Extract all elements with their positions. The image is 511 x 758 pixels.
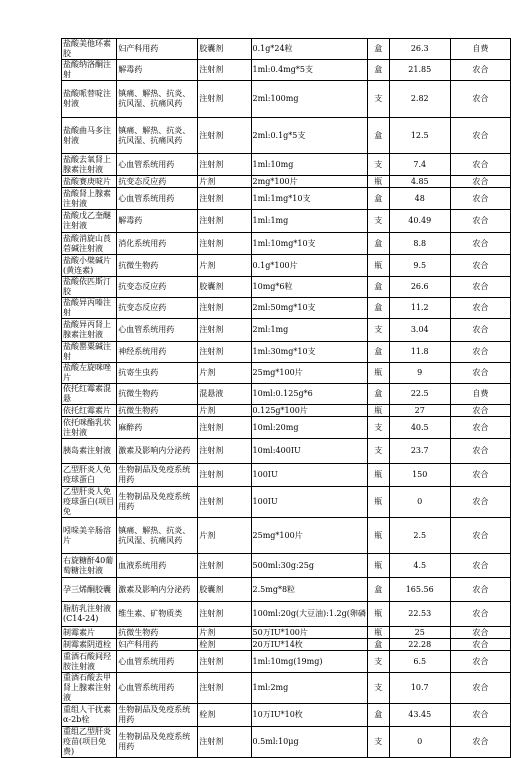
unit-cell: 盒 [367, 578, 389, 602]
table-row [62, 319, 511, 342]
unit-cell: 支 [367, 154, 389, 176]
coverage-cell: 农合 [450, 554, 510, 578]
category-cell: 心血管系统用药 [117, 673, 198, 704]
spec-cell: 25mg*100片 [251, 363, 367, 384]
category-cell: 心血管系统用药 [117, 319, 198, 342]
table-row [62, 727, 511, 758]
table-row [62, 60, 511, 81]
coverage-cell: 农合 [450, 298, 510, 319]
unit-cell: 支 [367, 673, 389, 704]
unit-cell: 盒 [367, 188, 389, 210]
drug-name-cell: 盐酸戊乙奎醚注射液 [62, 210, 117, 233]
coverage-cell: 农合 [450, 188, 510, 210]
dosage-form-cell: 注射剂 [198, 81, 251, 118]
spec-cell: 10ml:400IU [251, 439, 367, 464]
unit-cell: 盒 [367, 118, 389, 154]
dosage-form-cell: 注射剂 [198, 727, 251, 758]
unit-cell: 瓶 [367, 518, 389, 554]
spec-cell: 2ml:100mg [251, 81, 367, 118]
category-cell: 神经系统用药 [117, 342, 198, 363]
drug-name-cell: 吲哚美辛肠溶片 [62, 518, 117, 554]
coverage-cell: 农合 [450, 277, 510, 298]
price-cell: 4.5 [389, 554, 450, 578]
table-row [62, 233, 511, 255]
unit-cell: 支 [367, 439, 389, 464]
spec-cell: 100IU [251, 464, 367, 487]
dosage-form-cell: 片剂 [198, 518, 251, 554]
coverage-cell: 自费 [450, 39, 510, 60]
price-cell: 8.8 [389, 233, 450, 255]
spec-cell: 0.1g*100片 [251, 255, 367, 277]
dosage-form-cell: 注射剂 [198, 210, 251, 233]
table-row [62, 578, 511, 602]
spec-cell: 50万IU*100片 [251, 627, 367, 639]
spec-cell: 1ml:30mg*10支 [251, 342, 367, 363]
price-cell: 165.56 [389, 578, 450, 602]
drug-name-cell: 盐酸依匹斯汀胶 [62, 277, 117, 298]
dosage-form-cell: 片剂 [198, 405, 251, 417]
price-cell: 26.6 [389, 277, 450, 298]
dosage-form-cell: 注射剂 [198, 464, 251, 487]
dosage-form-cell: 注射剂 [198, 651, 251, 673]
unit-cell: 瓶 [367, 405, 389, 417]
coverage-cell: 农合 [450, 319, 510, 342]
coverage-cell: 农合 [450, 176, 510, 188]
category-cell: 抗微生物药 [117, 405, 198, 417]
table-row [62, 363, 511, 384]
dosage-form-cell: 注射剂 [198, 342, 251, 363]
spec-cell: 2ml:1mg [251, 319, 367, 342]
price-cell: 3.04 [389, 319, 450, 342]
drug-name-cell: 依托红霉素片 [62, 405, 117, 417]
price-cell: 43.45 [389, 704, 450, 727]
category-cell: 维生素、矿物质类 [117, 602, 198, 627]
dosage-form-cell: 栓剂 [198, 704, 251, 727]
price-cell: 10.7 [389, 673, 450, 704]
coverage-cell: 农合 [450, 627, 510, 639]
category-cell: 心血管系统用药 [117, 651, 198, 673]
drug-name-cell: 重组人干扰素α-2b栓 [62, 704, 117, 727]
price-cell: 40.49 [389, 210, 450, 233]
drug-name-cell: 重酒石酸去甲肾上腺素注射液 [62, 673, 117, 704]
unit-cell: 盒 [367, 298, 389, 319]
drug-name-cell: 盐酸罂粟碱注射 [62, 342, 117, 363]
unit-cell: 盒 [367, 39, 389, 60]
unit-cell: 瓶 [367, 464, 389, 487]
category-cell: 抗微生物药 [117, 384, 198, 405]
coverage-cell: 农合 [450, 578, 510, 602]
category-cell: 麻醉药 [117, 417, 198, 439]
price-cell: 23.7 [389, 439, 450, 464]
spec-cell: 25mg*100片 [251, 518, 367, 554]
unit-cell: 盒 [367, 384, 389, 405]
spec-cell: 100ml:20g(大豆油):1.2g(卵磷 [251, 602, 367, 627]
drug-name-cell: 盐酸左旋咪唑片 [62, 363, 117, 384]
table-row [62, 439, 511, 464]
unit-cell: 瓶 [367, 554, 389, 578]
dosage-form-cell: 栓剂 [198, 639, 251, 651]
coverage-cell: 农合 [450, 639, 510, 651]
dosage-form-cell: 注射剂 [198, 487, 251, 518]
unit-cell: 盒 [367, 277, 389, 298]
drug-name-cell: 脂肪乳注射液(C14-24) [62, 602, 117, 627]
category-cell: 激素及影响内分泌药 [117, 578, 198, 602]
price-cell: 11.8 [389, 342, 450, 363]
drug-name-cell: 盐酸小檗碱片(黄连素) [62, 255, 117, 277]
unit-cell: 支 [367, 417, 389, 439]
coverage-cell: 农合 [450, 487, 510, 518]
drug-name-cell: 制霉素片 [62, 627, 117, 639]
drug-name-cell: 乙型肝炎人免疫球蛋白 [62, 464, 117, 487]
category-cell: 生物制品及免疫系统用药 [117, 704, 198, 727]
spec-cell: 1ml:10mg [251, 154, 367, 176]
dosage-form-cell: 注射剂 [198, 602, 251, 627]
unit-cell: 盒 [367, 704, 389, 727]
dosage-form-cell: 注射剂 [198, 319, 251, 342]
spec-cell: 10ml:20mg [251, 417, 367, 439]
drug-name-cell: 重组乙型肝炎疫苗(项目免费) [62, 727, 117, 758]
spec-cell: 1ml:1mg [251, 210, 367, 233]
unit-cell: 瓶 [367, 627, 389, 639]
dosage-form-cell: 片剂 [198, 627, 251, 639]
coverage-cell: 农合 [450, 464, 510, 487]
drug-name-cell: 依托咪酯乳状注射液 [62, 417, 117, 439]
coverage-cell: 农合 [450, 417, 510, 439]
spec-cell: 10万IU*10枚 [251, 704, 367, 727]
price-cell: 2.5 [389, 518, 450, 554]
table-row [62, 255, 511, 277]
dosage-form-cell: 片剂 [198, 176, 251, 188]
category-cell: 镇痛、解热、抗炎、抗风湿、抗痛风药 [117, 118, 198, 154]
drug-name-cell: 制霉素阴道栓 [62, 639, 117, 651]
spec-cell: 500ml:30g:25g [251, 554, 367, 578]
category-cell: 心血管系统用药 [117, 154, 198, 176]
coverage-cell: 农合 [450, 518, 510, 554]
category-cell: 生物制品及免疫系统用药 [117, 727, 198, 758]
drug-name-cell: 盐酸哌替啶注射液 [62, 81, 117, 118]
price-cell: 48 [389, 188, 450, 210]
price-cell: 6.5 [389, 651, 450, 673]
table-row [62, 417, 511, 439]
category-cell: 妇产科用药 [117, 39, 198, 60]
price-cell: 0 [389, 487, 450, 518]
table-row [62, 298, 511, 319]
unit-cell: 瓶 [367, 363, 389, 384]
coverage-cell: 农合 [450, 342, 510, 363]
price-cell: 0 [389, 727, 450, 758]
drug-name-cell: 右旋糖酐40葡萄糖注射液 [62, 554, 117, 578]
unit-cell: 支 [367, 319, 389, 342]
dosage-form-cell: 注射剂 [198, 118, 251, 154]
category-cell: 妇产科用药 [117, 639, 198, 651]
table-row [62, 487, 511, 518]
drug-name-cell: 重酒石酸间羟胺注射液 [62, 651, 117, 673]
coverage-cell: 农合 [450, 405, 510, 417]
coverage-cell: 自费 [450, 384, 510, 405]
spec-cell: 1ml:0.4mg*5支 [251, 60, 367, 81]
price-cell: 26.3 [389, 39, 450, 60]
coverage-cell: 农合 [450, 118, 510, 154]
dosage-form-cell: 胶囊剂 [198, 277, 251, 298]
spec-cell: 0.1g*24粒 [251, 39, 367, 60]
category-cell: 抗变态反应药 [117, 277, 198, 298]
drug-name-cell: 盐酸美他环素胶 [62, 39, 117, 60]
category-cell: 抗寄生虫药 [117, 363, 198, 384]
drug-name-cell: 盐酸纳洛酮注射 [62, 60, 117, 81]
table-row [62, 627, 511, 639]
table-row [62, 210, 511, 233]
category-cell: 生物制品及免疫系统用药 [117, 487, 198, 518]
coverage-cell: 农合 [450, 602, 510, 627]
price-cell: 11.2 [389, 298, 450, 319]
dosage-form-cell: 片剂 [198, 363, 251, 384]
coverage-cell: 农合 [450, 704, 510, 727]
unit-cell: 支 [367, 210, 389, 233]
drug-name-cell: 孕三烯酮胶囊 [62, 578, 117, 602]
table-row [62, 188, 511, 210]
drug-name-cell: 盐酸异丙肾上腺素注射液 [62, 319, 117, 342]
table-row [62, 277, 511, 298]
coverage-cell: 农合 [450, 81, 510, 118]
category-cell: 激素及影响内分泌药 [117, 439, 198, 464]
price-cell: 25 [389, 627, 450, 639]
unit-cell: 支 [367, 81, 389, 118]
price-cell: 150 [389, 464, 450, 487]
category-cell: 血液系统用药 [117, 554, 198, 578]
price-cell: 4.85 [389, 176, 450, 188]
drug-price-table [61, 38, 511, 758]
dosage-form-cell: 胶囊剂 [198, 39, 251, 60]
table-row [62, 81, 511, 118]
drug-name-cell: 依托红霉素混悬 [62, 384, 117, 405]
dosage-form-cell: 注射剂 [198, 417, 251, 439]
category-cell: 解毒药 [117, 210, 198, 233]
drug-name-cell: 盐酸消旋山莨菪碱注射液 [62, 233, 117, 255]
spec-cell: 2ml:0.1g*5支 [251, 118, 367, 154]
spec-cell: 10mg*6粒 [251, 277, 367, 298]
spec-cell: 0.5ml:10μg [251, 727, 367, 758]
unit-cell: 盒 [367, 342, 389, 363]
dosage-form-cell: 胶囊剂 [198, 578, 251, 602]
table-row [62, 639, 511, 651]
dosage-form-cell: 注射剂 [198, 60, 251, 81]
price-cell: 40.5 [389, 417, 450, 439]
table-row [62, 518, 511, 554]
spec-cell: 10ml:0.125g*6 [251, 384, 367, 405]
table-row [62, 176, 511, 188]
coverage-cell: 农合 [450, 60, 510, 81]
unit-cell: 瓶 [367, 176, 389, 188]
spec-cell: 2ml:50mg*10支 [251, 298, 367, 319]
table-row [62, 704, 511, 727]
dosage-form-cell: 注射剂 [198, 439, 251, 464]
spec-cell: 2.5mg*8粒 [251, 578, 367, 602]
unit-cell: 支 [367, 651, 389, 673]
dosage-form-cell: 注射剂 [198, 298, 251, 319]
drug-name-cell: 胰岛素注射液 [62, 439, 117, 464]
coverage-cell: 农合 [450, 673, 510, 704]
price-cell: 9 [389, 363, 450, 384]
category-cell: 心血管系统用药 [117, 188, 198, 210]
unit-cell: 盒 [367, 60, 389, 81]
price-cell: 27 [389, 405, 450, 417]
table-row [62, 118, 511, 154]
category-cell: 生物制品及免疫系统用药 [117, 464, 198, 487]
table-row [62, 464, 511, 487]
dosage-form-cell: 注射剂 [198, 233, 251, 255]
table-row [62, 154, 511, 176]
coverage-cell: 农合 [450, 210, 510, 233]
price-cell: 9.5 [389, 255, 450, 277]
price-cell: 22.28 [389, 639, 450, 651]
category-cell: 镇痛、解热、抗炎、抗风湿、抗痛风药 [117, 81, 198, 118]
coverage-cell: 农合 [450, 439, 510, 464]
coverage-cell: 农合 [450, 154, 510, 176]
table-row [62, 673, 511, 704]
dosage-form-cell: 注射剂 [198, 554, 251, 578]
coverage-cell: 农合 [450, 255, 510, 277]
unit-cell: 瓶 [367, 602, 389, 627]
drug-name-cell: 盐酸异丙嗪注射 [62, 298, 117, 319]
spec-cell: 2mg*100片 [251, 176, 367, 188]
drug-name-cell: 盐酸肾上腺素注射液 [62, 188, 117, 210]
table-row [62, 384, 511, 405]
unit-cell: 盒 [367, 233, 389, 255]
category-cell: 镇痛、解热、抗炎、抗风湿、抗痛风药 [117, 518, 198, 554]
category-cell: 消化系统用药 [117, 233, 198, 255]
spec-cell: 1ml:10mg(19mg) [251, 651, 367, 673]
price-cell: 12.5 [389, 118, 450, 154]
category-cell: 抗微生物药 [117, 255, 198, 277]
table-row [62, 602, 511, 627]
table-row [62, 554, 511, 578]
unit-cell: 瓶 [367, 487, 389, 518]
price-cell: 2.82 [389, 81, 450, 118]
price-cell: 21.85 [389, 60, 450, 81]
drug-name-cell: 盐酸曲马多注射液 [62, 118, 117, 154]
drug-name-cell: 盐酸赛庚啶片 [62, 176, 117, 188]
spec-cell: 1ml:10mg*10支 [251, 233, 367, 255]
category-cell: 抗变态反应药 [117, 298, 198, 319]
coverage-cell: 农合 [450, 363, 510, 384]
dosage-form-cell: 注射剂 [198, 154, 251, 176]
spec-cell: 20万IU*14枚 [251, 639, 367, 651]
drug-name-cell: 乙型肝炎人免疫球蛋白(项目免 [62, 487, 117, 518]
table-row [62, 651, 511, 673]
spec-cell: 1ml:2mg [251, 673, 367, 704]
category-cell: 抗变态反应药 [117, 176, 198, 188]
coverage-cell: 农合 [450, 233, 510, 255]
price-cell: 22.5 [389, 384, 450, 405]
spec-cell: 0.125g*100片 [251, 405, 367, 417]
price-cell: 7.4 [389, 154, 450, 176]
unit-cell: 瓶 [367, 255, 389, 277]
unit-cell: 盒 [367, 639, 389, 651]
coverage-cell: 农合 [450, 727, 510, 758]
dosage-form-cell: 注射剂 [198, 673, 251, 704]
table-row [62, 405, 511, 417]
coverage-cell: 农合 [450, 651, 510, 673]
spec-cell: 1ml:1mg*10支 [251, 188, 367, 210]
drug-name-cell: 盐酸去氧肾上腺素注射液 [62, 154, 117, 176]
dosage-form-cell: 注射剂 [198, 188, 251, 210]
spec-cell: 100IU [251, 487, 367, 518]
price-cell: 22.53 [389, 602, 450, 627]
category-cell: 抗微生物药 [117, 627, 198, 639]
category-cell: 解毒药 [117, 60, 198, 81]
dosage-form-cell: 混悬液 [198, 384, 251, 405]
unit-cell: 支 [367, 727, 389, 758]
table-row [62, 39, 511, 60]
table-row [62, 342, 511, 363]
dosage-form-cell: 片剂 [198, 255, 251, 277]
